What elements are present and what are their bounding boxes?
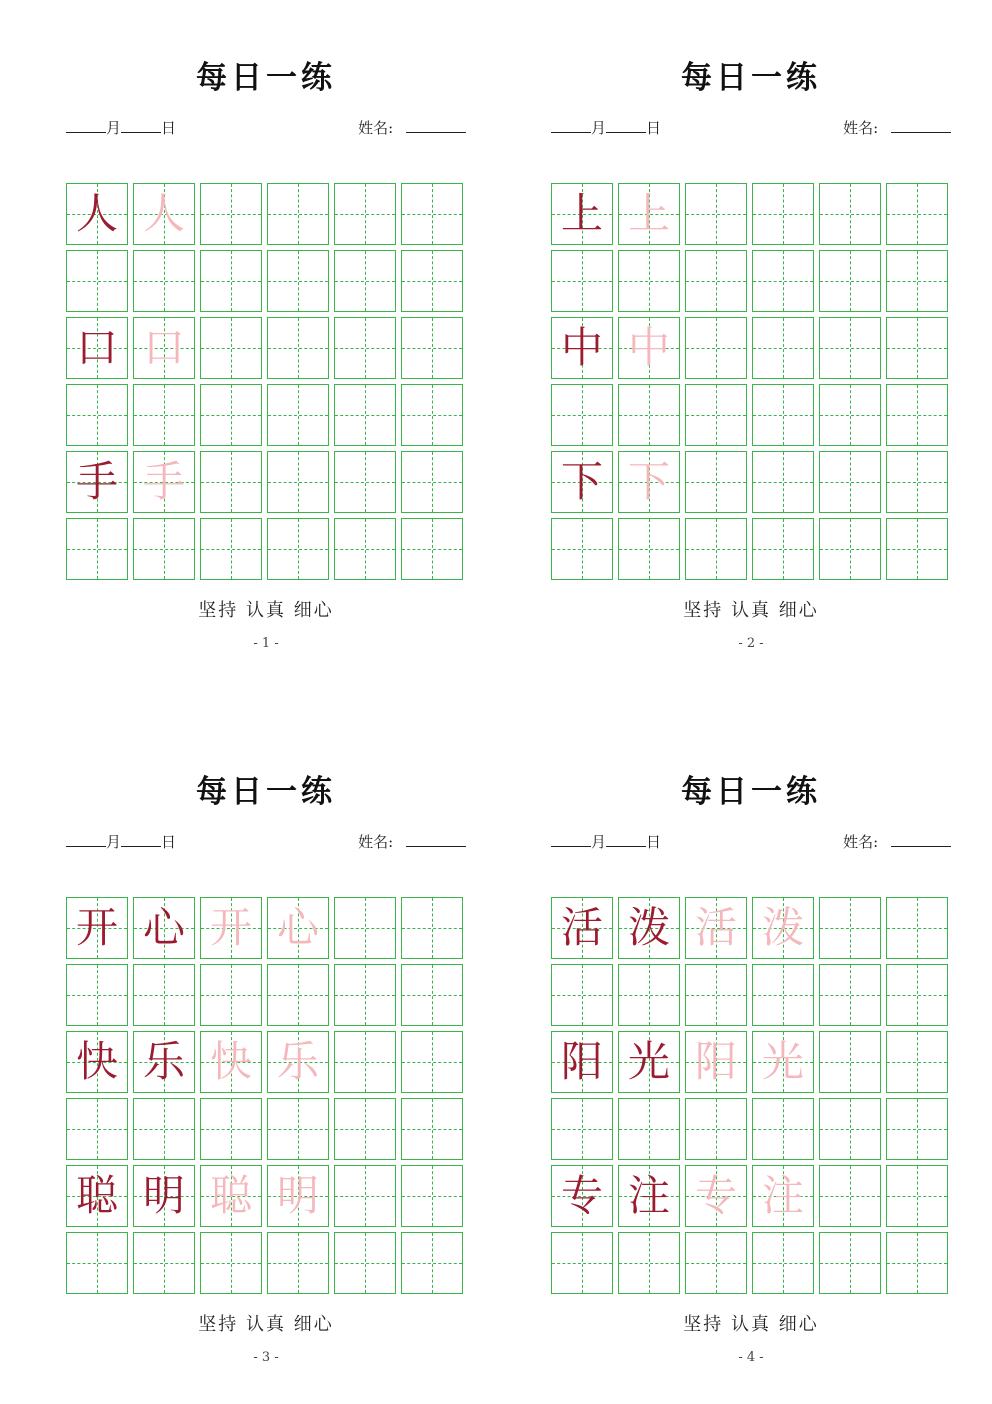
date-fields [551, 116, 661, 138]
practice-cell[interactable] [401, 451, 463, 513]
practice-cell[interactable] [401, 518, 463, 580]
practice-cell[interactable] [66, 250, 128, 312]
practice-cell[interactable] [401, 964, 463, 1026]
practice-cell[interactable] [618, 897, 680, 959]
model-character: 注 [627, 1171, 670, 1220]
practice-cell[interactable] [200, 384, 262, 446]
practice-cell[interactable] [551, 1098, 613, 1160]
trace-character: 中 [627, 323, 670, 372]
model-character: 聪 [75, 1171, 118, 1220]
name-field [843, 830, 951, 852]
trace-character: 乐 [276, 1037, 319, 1086]
practice-cell[interactable] [551, 384, 613, 446]
trace-character: 明 [276, 1171, 319, 1220]
practice-cell[interactable] [551, 1232, 613, 1294]
practice-cell[interactable] [200, 317, 262, 379]
sheet-title: 每日一练 [681, 774, 821, 810]
practice-cell[interactable] [551, 317, 613, 379]
date-fields [551, 830, 661, 852]
practice-cell[interactable] [66, 183, 128, 245]
sheet-title: 每日一练 [681, 60, 821, 96]
name-field [358, 116, 466, 138]
practice-cell[interactable] [886, 250, 948, 312]
practice-cell[interactable] [819, 384, 881, 446]
practice-sheet [66, 0, 466, 651]
model-character: 快 [75, 1037, 118, 1086]
model-character: 上 [560, 189, 603, 238]
practice-cell[interactable] [618, 451, 680, 513]
practice-cell[interactable] [66, 964, 128, 1026]
practice-cell[interactable] [618, 518, 680, 580]
model-character: 光 [627, 1037, 670, 1086]
month-blank[interactable] [551, 830, 591, 847]
motto: 坚持 认真 细心 [683, 600, 819, 621]
practice-cell[interactable] [66, 1232, 128, 1294]
model-character: 明 [142, 1171, 185, 1220]
practice-cell[interactable] [618, 1098, 680, 1160]
model-character: 阳 [560, 1037, 603, 1086]
model-character: 活 [560, 903, 603, 952]
practice-cell[interactable] [685, 451, 747, 513]
practice-cell[interactable] [133, 897, 195, 959]
month-blank[interactable] [551, 116, 591, 133]
name-label: 姓名: [843, 833, 879, 851]
date-name-row [551, 830, 951, 854]
practice-cell[interactable] [752, 250, 814, 312]
practice-cell[interactable] [886, 1232, 948, 1294]
trace-character: 注 [761, 1171, 804, 1220]
practice-cell[interactable] [819, 451, 881, 513]
trace-character: 下 [627, 457, 670, 506]
practice-cell[interactable] [752, 964, 814, 1026]
practice-cell[interactable] [133, 317, 195, 379]
sheet-title: 每日一练 [196, 60, 336, 96]
practice-cell[interactable] [334, 384, 396, 446]
practice-cell[interactable] [334, 183, 396, 245]
practice-cell[interactable] [551, 1165, 613, 1227]
practice-sheet [551, 714, 951, 1365]
day-label: 日 [646, 833, 662, 851]
practice-cell[interactable] [133, 1031, 195, 1093]
practice-cell[interactable] [66, 451, 128, 513]
practice-cell[interactable] [819, 1165, 881, 1227]
model-character: 中 [560, 323, 603, 372]
trace-character: 手 [142, 457, 185, 506]
practice-cell[interactable] [200, 183, 262, 245]
practice-cell[interactable] [685, 897, 747, 959]
practice-cell[interactable] [267, 384, 329, 446]
tianzige-grid [551, 183, 949, 581]
practice-cell[interactable] [401, 897, 463, 959]
practice-cell[interactable] [133, 451, 195, 513]
practice-cell[interactable] [66, 1165, 128, 1227]
practice-cell[interactable] [819, 183, 881, 245]
practice-cell[interactable] [685, 183, 747, 245]
practice-cell[interactable] [618, 183, 680, 245]
practice-cell[interactable] [334, 518, 396, 580]
name-blank[interactable] [891, 830, 951, 847]
practice-cell[interactable] [886, 183, 948, 245]
practice-cell[interactable] [685, 1031, 747, 1093]
practice-cell[interactable] [618, 1165, 680, 1227]
practice-cell[interactable] [819, 897, 881, 959]
practice-cell[interactable] [618, 317, 680, 379]
practice-cell[interactable] [685, 384, 747, 446]
practice-cell[interactable] [886, 451, 948, 513]
trace-character: 专 [694, 1171, 737, 1220]
name-field [358, 830, 466, 852]
practice-cell[interactable] [66, 518, 128, 580]
practice-cell[interactable] [267, 518, 329, 580]
model-character: 下 [560, 457, 603, 506]
motto: 坚持 认真 细心 [683, 1314, 819, 1335]
trace-character: 聪 [209, 1171, 252, 1220]
page-number: - 1 - [253, 636, 279, 651]
practice-cell[interactable] [334, 451, 396, 513]
date-fields [66, 830, 176, 852]
practice-cell[interactable] [886, 384, 948, 446]
name-blank[interactable] [891, 116, 951, 133]
practice-cell[interactable] [685, 317, 747, 379]
practice-cell[interactable] [752, 1165, 814, 1227]
trace-character: 开 [209, 903, 252, 952]
practice-cell[interactable] [334, 1098, 396, 1160]
practice-cell[interactable] [618, 1031, 680, 1093]
tianzige-grid [551, 897, 949, 1295]
day-label: 日 [646, 119, 662, 137]
month-label: 月 [106, 119, 122, 137]
practice-cell[interactable] [200, 250, 262, 312]
practice-cell[interactable] [886, 1031, 948, 1093]
practice-cell[interactable] [401, 250, 463, 312]
practice-cell[interactable] [752, 1232, 814, 1294]
practice-sheet [551, 0, 951, 651]
page-number: - 4 - [738, 1350, 764, 1365]
practice-cell[interactable] [618, 384, 680, 446]
practice-cell[interactable] [752, 183, 814, 245]
motto: 坚持 认真 细心 [198, 600, 334, 621]
practice-cell[interactable] [401, 1232, 463, 1294]
practice-cell[interactable] [819, 518, 881, 580]
date-name-row [551, 116, 951, 140]
date-fields [66, 116, 176, 138]
practice-cell[interactable] [334, 1232, 396, 1294]
trace-character: 快 [209, 1037, 252, 1086]
practice-cell[interactable] [401, 1031, 463, 1093]
trace-character: 泼 [761, 903, 804, 952]
practice-cell[interactable] [267, 897, 329, 959]
practice-cell[interactable] [267, 250, 329, 312]
name-label: 姓名: [843, 119, 879, 137]
practice-cell[interactable] [267, 1232, 329, 1294]
practice-cell[interactable] [200, 964, 262, 1026]
practice-cell[interactable] [551, 183, 613, 245]
practice-cell[interactable] [401, 1098, 463, 1160]
practice-cell[interactable] [200, 1165, 262, 1227]
practice-cell[interactable] [752, 518, 814, 580]
month-label: 月 [591, 833, 607, 851]
practice-cell[interactable] [66, 317, 128, 379]
model-character: 口 [75, 323, 118, 372]
practice-cell[interactable] [133, 1232, 195, 1294]
motto: 坚持 认真 细心 [198, 1314, 334, 1335]
trace-character: 活 [694, 903, 737, 952]
practice-cell[interactable] [334, 1165, 396, 1227]
practice-cell[interactable] [819, 964, 881, 1026]
practice-cell[interactable] [685, 1098, 747, 1160]
page-number: - 2 - [738, 636, 764, 651]
practice-cell[interactable] [886, 317, 948, 379]
model-character: 专 [560, 1171, 603, 1220]
practice-cell[interactable] [200, 1031, 262, 1093]
practice-cell[interactable] [685, 1232, 747, 1294]
practice-cell[interactable] [334, 964, 396, 1026]
practice-cell[interactable] [334, 250, 396, 312]
name-label: 姓名: [358, 119, 394, 137]
practice-cell[interactable] [334, 897, 396, 959]
model-character: 泼 [627, 903, 670, 952]
practice-cell[interactable] [819, 1031, 881, 1093]
practice-cell[interactable] [267, 317, 329, 379]
day-blank[interactable] [121, 830, 161, 847]
practice-cell[interactable] [133, 518, 195, 580]
date-name-row [66, 830, 466, 854]
practice-cell[interactable] [551, 451, 613, 513]
practice-cell[interactable] [886, 964, 948, 1026]
practice-cell[interactable] [267, 1098, 329, 1160]
practice-cell[interactable] [133, 1165, 195, 1227]
day-blank[interactable] [606, 830, 646, 847]
practice-cell[interactable] [267, 1165, 329, 1227]
practice-cell[interactable] [618, 1232, 680, 1294]
model-character: 乐 [142, 1037, 185, 1086]
practice-cell[interactable] [886, 897, 948, 959]
practice-cell[interactable] [200, 518, 262, 580]
day-label: 日 [161, 833, 177, 851]
tianzige-grid [66, 897, 464, 1295]
practice-cell[interactable] [551, 964, 613, 1026]
practice-cell[interactable] [819, 250, 881, 312]
trace-character: 光 [761, 1037, 804, 1086]
practice-cell[interactable] [133, 964, 195, 1026]
name-label: 姓名: [358, 833, 394, 851]
practice-cell[interactable] [752, 451, 814, 513]
practice-cell[interactable] [401, 1165, 463, 1227]
sheet-title: 每日一练 [196, 774, 336, 810]
practice-cell[interactable] [200, 897, 262, 959]
practice-cell[interactable] [752, 897, 814, 959]
name-blank[interactable] [406, 830, 466, 847]
practice-cell[interactable] [267, 183, 329, 245]
trace-character: 口 [142, 323, 185, 372]
month-label: 月 [591, 119, 607, 137]
practice-cell[interactable] [752, 317, 814, 379]
practice-cell[interactable] [133, 1098, 195, 1160]
model-character: 人 [75, 189, 118, 238]
month-label: 月 [106, 833, 122, 851]
practice-cell[interactable] [66, 384, 128, 446]
day-label: 日 [161, 119, 177, 137]
practice-cell[interactable] [334, 1031, 396, 1093]
practice-cell[interactable] [886, 518, 948, 580]
trace-character: 上 [627, 189, 670, 238]
practice-cell[interactable] [752, 1031, 814, 1093]
name-field [843, 116, 951, 138]
practice-cell[interactable] [551, 897, 613, 959]
model-character: 心 [142, 903, 185, 952]
practice-cell[interactable] [685, 250, 747, 312]
practice-cell[interactable] [133, 250, 195, 312]
practice-cell[interactable] [66, 1098, 128, 1160]
practice-cell[interactable] [685, 964, 747, 1026]
model-character: 手 [75, 457, 118, 506]
practice-cell[interactable] [133, 384, 195, 446]
practice-cell[interactable] [685, 518, 747, 580]
practice-cell[interactable] [401, 317, 463, 379]
page-number: - 3 - [253, 1350, 279, 1365]
month-blank[interactable] [66, 116, 106, 133]
practice-cell[interactable] [551, 1031, 613, 1093]
practice-cell[interactable] [267, 451, 329, 513]
name-blank[interactable] [406, 116, 466, 133]
practice-sheet [66, 714, 466, 1365]
day-blank[interactable] [606, 116, 646, 133]
practice-cell[interactable] [200, 1098, 262, 1160]
practice-cell[interactable] [133, 183, 195, 245]
practice-cell[interactable] [752, 1098, 814, 1160]
month-blank[interactable] [66, 830, 106, 847]
practice-cell[interactable] [551, 518, 613, 580]
practice-cell[interactable] [66, 897, 128, 959]
practice-cell[interactable] [551, 250, 613, 312]
practice-cell[interactable] [200, 451, 262, 513]
practice-cell[interactable] [886, 1098, 948, 1160]
date-name-row [66, 116, 466, 140]
practice-cell[interactable] [401, 384, 463, 446]
practice-cell[interactable] [685, 1165, 747, 1227]
model-character: 开 [75, 903, 118, 952]
day-blank[interactable] [121, 116, 161, 133]
practice-cell[interactable] [618, 250, 680, 312]
practice-cell[interactable] [267, 1031, 329, 1093]
practice-cell[interactable] [401, 183, 463, 245]
trace-character: 人 [142, 189, 185, 238]
practice-cell[interactable] [200, 1232, 262, 1294]
practice-cell[interactable] [267, 964, 329, 1026]
practice-cell[interactable] [334, 317, 396, 379]
practice-cell[interactable] [752, 384, 814, 446]
trace-character: 心 [276, 903, 319, 952]
practice-cell[interactable] [886, 1165, 948, 1227]
practice-cell[interactable] [819, 317, 881, 379]
practice-cell[interactable] [618, 964, 680, 1026]
tianzige-grid [66, 183, 464, 581]
practice-cell[interactable] [66, 1031, 128, 1093]
practice-cell[interactable] [819, 1098, 881, 1160]
practice-cell[interactable] [819, 1232, 881, 1294]
trace-character: 阳 [694, 1037, 737, 1086]
